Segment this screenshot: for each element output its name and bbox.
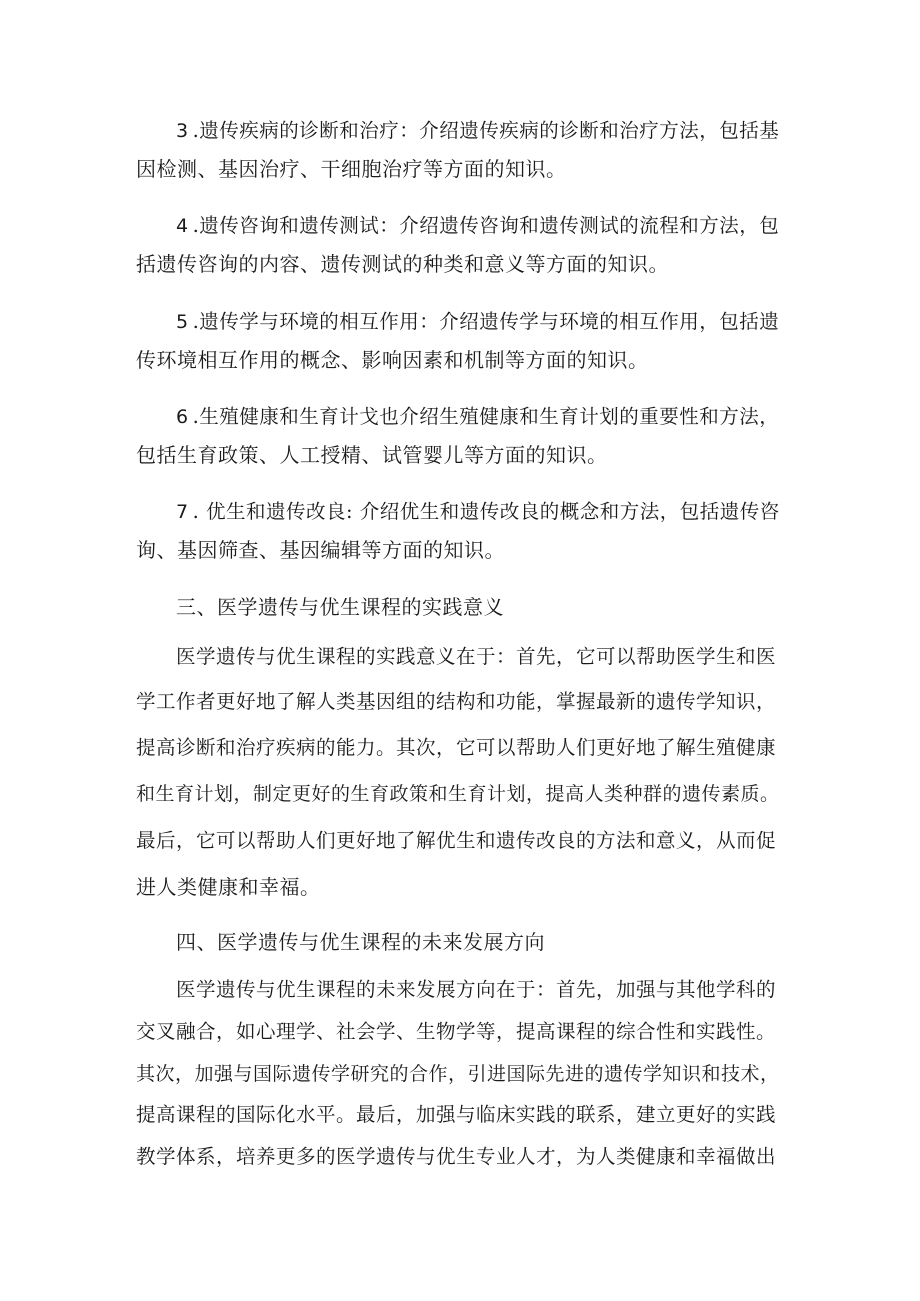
paragraph-line: 医学遗传与优生课程的未来发展方向在于：首先，加强与其他学科的 [176,978,777,1001]
item-text: .遗传咨询和遗传测试：介绍遗传咨询和遗传测试的流程和方法，包 [192,214,780,237]
list-item-line [176,498,780,526]
list-item-line: 传环境相互作用的概念、影响因素和机制等方面的知识。 [136,348,649,372]
list-item-line: 包括生育政策、人工授精、试管婴儿等方面的知识。 [136,443,608,467]
list-item-line [176,117,779,145]
item-number: 6 [176,406,189,428]
item-number: 7 [176,501,189,523]
paragraph-line: 进人类健康和幸福。 [136,875,321,899]
paragraph-line: 教学体系，培养更多的医学遗传与优生专业人才，为人类健康和幸福做出 [136,1145,777,1168]
item-number: 5 [176,311,189,333]
list-item-line: 询、基因筛查、基因编辑等方面的知识。 [136,538,505,562]
item-text: .遗传学与环境的相互作用：介绍遗传学与环境的相互作用，包括遗 [192,310,780,333]
list-item-line [176,308,779,336]
section-heading: 三、医学遗传与优生课程的实践意义 [176,595,504,619]
paragraph-line: 交叉融合，如心理学、社会学、生物学等，提高课程的综合性和实践性。 [136,1020,777,1043]
item-number: 3 [176,120,189,142]
item-text: . 优生和遗传改良: 介绍优生和遗传改良的概念和方法，包括遗传咨 [192,500,780,523]
paragraph-line: 最后，它可以帮助人们更好地了解优生和遗传改良的方法和意义，从而促 [136,829,777,852]
item-number: 4 [176,215,189,237]
section-heading: 四、医学遗传与优生课程的未来发展方向 [176,930,545,954]
list-item-line: 因检测、基因治疗、干细胞治疗等方面的知识。 [136,157,567,181]
paragraph-line: 医学遗传与优生课程的实践意义在于：首先，它可以帮助医学生和医 [176,645,777,668]
list-item-line: 括遗传咨询的内容、遗传测试的种类和意义等方面的知识。 [136,252,669,276]
paragraph-line: 其次，加强与国际遗传学研究的合作，引进国际先进的遗传学知识和技术， [136,1063,780,1085]
item-text: .遗传疾病的诊断和治疗：介绍遗传疾病的诊断和治疗方法，包括基 [192,119,780,142]
paragraph-line: 和生育计划，制定更好的生育政策和生育计划，提高人类种群的遗传素质。 [136,783,780,805]
paragraph-line: 学工作者更好地了解人类基因组的结构和功能，掌握最新的遗传学知识， [136,690,777,713]
paragraph-line: 提高课程的国际化水平。最后，加强与临床实践的联系，建立更好的实践 [136,1103,777,1126]
list-item-line [176,403,779,431]
item-text: .生殖健康和生育计戈也介绍生殖健康和生育计划的重要性和方法， [192,405,780,428]
list-item-line [176,212,779,240]
paragraph-line: 提高诊断和治疗疾病的能力。其次，它可以帮助人们更好地了解生殖健康 [136,736,777,759]
